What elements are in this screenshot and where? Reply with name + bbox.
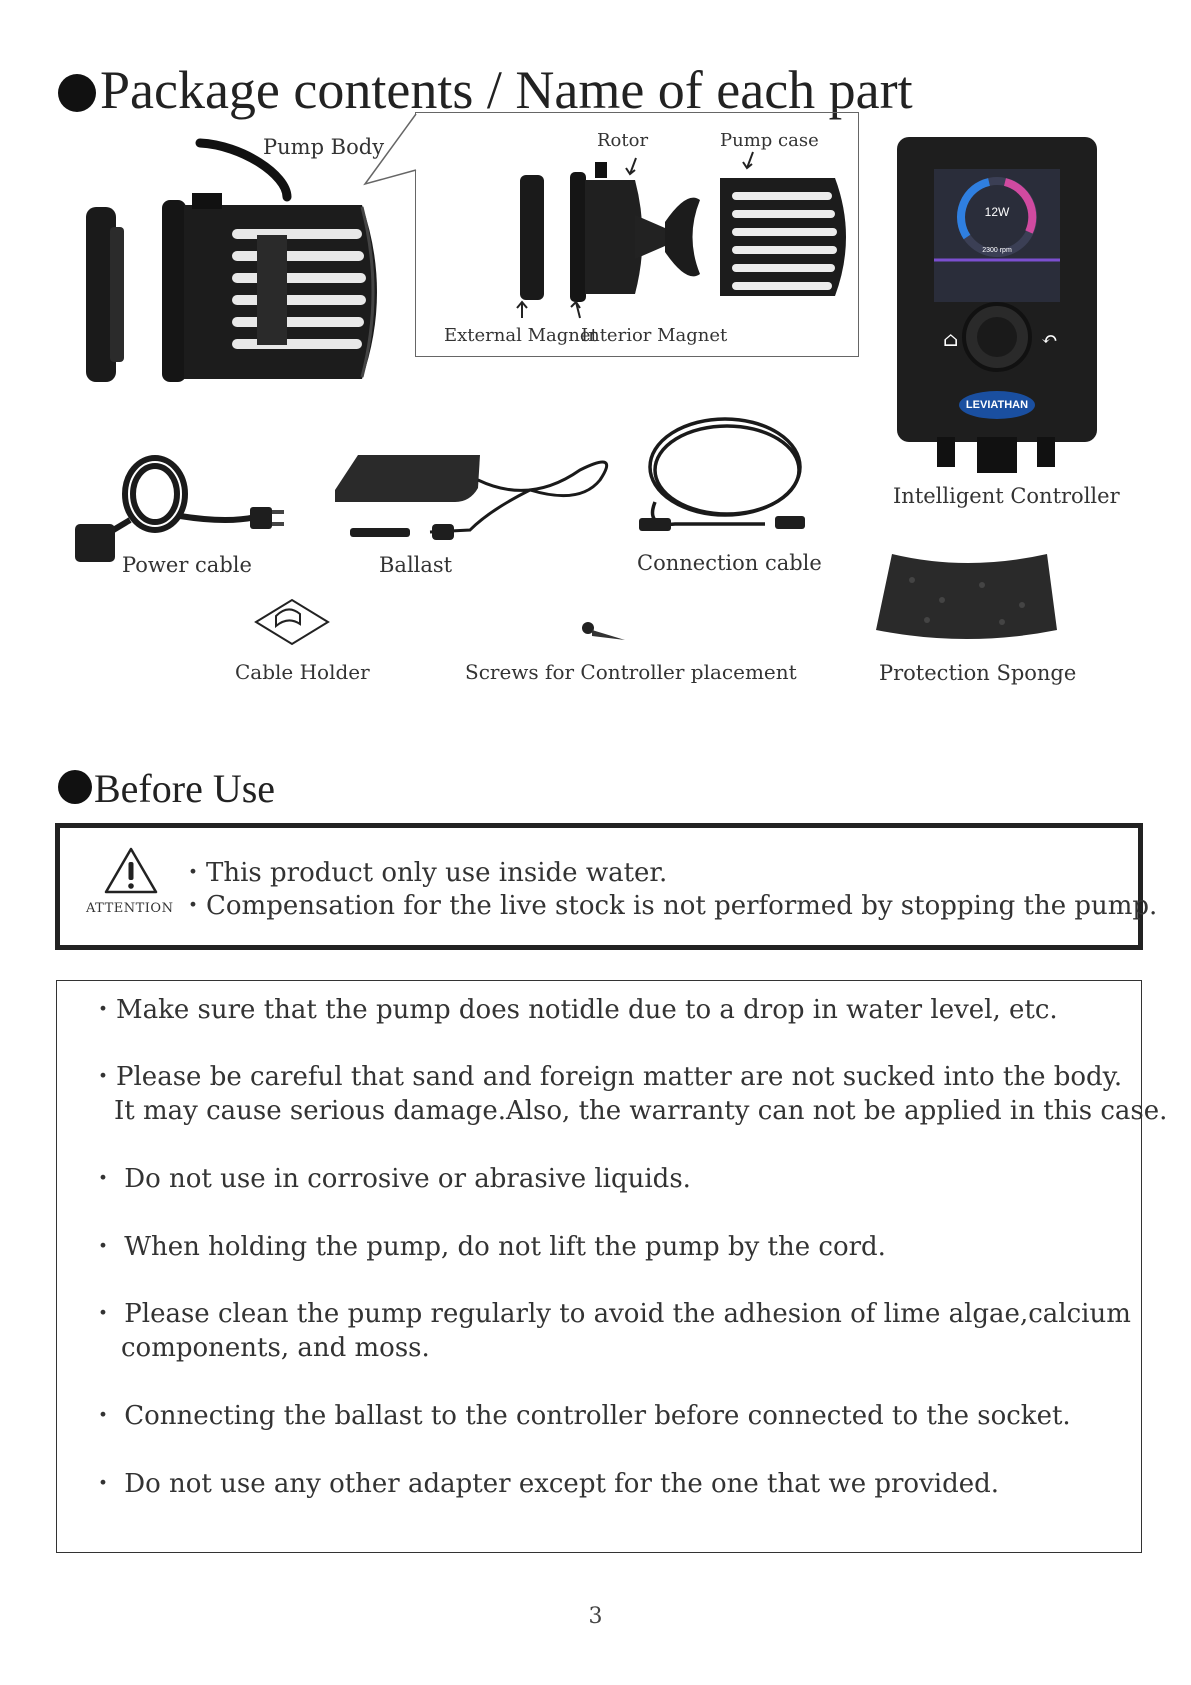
note-item: ・ Do not use in corrosive or abrasive liquids.	[90, 1164, 691, 1194]
rotor-label: Rotor	[597, 130, 649, 151]
interior-magnet-label: Interior Magnet	[581, 325, 728, 346]
screws-label: Screws for Controller placement	[465, 660, 797, 684]
ballast-label: Ballast	[379, 553, 453, 577]
attention-line-1: ・This product only use inside water.	[180, 858, 668, 888]
controller-power-readout: 12W	[984, 205, 1010, 219]
arrow-icons	[510, 150, 780, 325]
page-number: 3	[588, 1604, 603, 1629]
connection-cable-label: Connection cable	[637, 551, 822, 575]
warning-triangle-icon	[103, 846, 159, 896]
note-item: ・Make sure that the pump does notidle due to a drop in water level, etc.	[90, 995, 1058, 1025]
pump-case-label: Pump case	[720, 130, 819, 151]
note-item-continued: components, and moss.	[121, 1333, 430, 1363]
leviathan-logo: LEVIATHAN	[965, 399, 1029, 411]
note-item: ・ Connecting the ballast to the controller before connected to the socket.	[90, 1401, 1071, 1431]
protection-sponge-image	[872, 550, 1062, 650]
screw-image	[580, 620, 630, 644]
home-icon: ⌂	[943, 327, 959, 351]
cable-holder-image	[252, 594, 332, 650]
note-item: ・ Do not use any other adapter except for the one that we provided.	[90, 1469, 1000, 1499]
note-item: ・ Please clean the pump regularly to avoid the adhesion of lime algae,calcium	[90, 1299, 1131, 1329]
connection-cable-image	[635, 412, 815, 547]
power-cable-label: Power cable	[122, 553, 252, 577]
controller-image	[897, 137, 1097, 477]
protection-sponge-label: Protection Sponge	[879, 661, 1077, 685]
note-item: ・ When holding the pump, do not lift the pump by the cord.	[90, 1232, 886, 1262]
before-use-title: Before Use	[58, 764, 275, 814]
pump-body-image	[82, 135, 402, 395]
callout-pointer	[360, 112, 420, 187]
intelligent-controller-label: Intelligent Controller	[893, 484, 1120, 508]
cable-holder-label: Cable Holder	[235, 660, 370, 684]
pump-body-label: Pump Body	[263, 135, 385, 159]
package-contents-title: Package contents / Name of each part	[58, 58, 913, 122]
external-magnet-label: External Magnet	[444, 325, 598, 346]
attention-label: ATTENTION	[86, 901, 174, 916]
controller-rpm-readout: 2300 rpm	[982, 247, 1012, 254]
bullet-dot-icon	[58, 74, 96, 112]
ballast-image	[330, 450, 620, 550]
back-icon: ↶	[1041, 327, 1058, 351]
note-item-continued: It may cause serious damage.Also, the warranty can not be applied in this case.	[114, 1096, 1168, 1126]
attention-line-2: ・Compensation for the live stock is not performed by stopping the pump.	[180, 891, 1158, 921]
bullet-dot-icon	[58, 770, 92, 804]
power-cable-image	[70, 452, 305, 567]
note-item: ・Please be careful that sand and foreign matter are not sucked into the body.	[90, 1062, 1123, 1092]
